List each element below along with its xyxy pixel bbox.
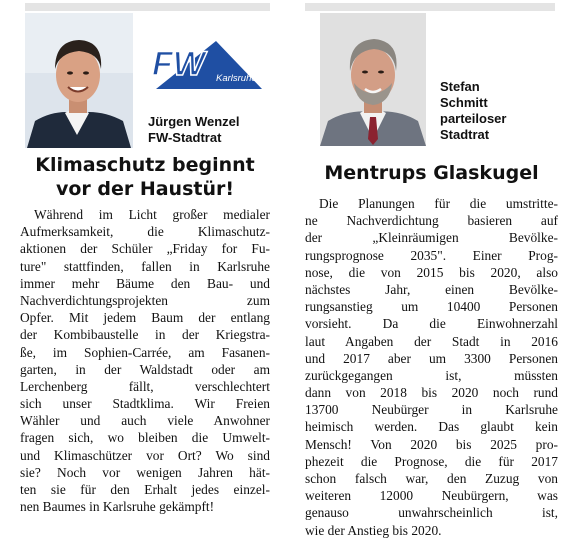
body-line: Opfer. Mit jedem Baum der entlang [20, 310, 270, 326]
body-line: vorsieht. Da die Einwohnerzahl [305, 316, 558, 332]
article-body [305, 195, 558, 539]
body-line: ne Nachverdichtung basieren auf [305, 213, 558, 229]
author-affiliation: parteiloser [440, 111, 507, 126]
author-byline [440, 79, 506, 143]
body-line: sie? Noch vor wenigen Jahren hät- [20, 464, 270, 480]
body-line: der Kombibaustelle in der Kriegstra- [20, 327, 270, 343]
body-line: Nachverdichtungsprojekten zum [20, 292, 270, 308]
body-line: und 2017 aber um 3300 Personen [305, 350, 558, 366]
freie-waehler-logo [150, 39, 265, 91]
body-line: Mensch! Von 2020 bis 2025 pro- [305, 436, 558, 452]
body-line: genauso unwahrscheinlich ist, [305, 505, 558, 521]
body-line: nose, die von 2015 bis 2020, also [305, 264, 558, 280]
author-byline [148, 114, 240, 145]
logo-letters: FW [152, 45, 205, 83]
article-headline: Mentrups Glaskugel [324, 162, 539, 184]
body-line: phezeit die Prognose, die für 2017 [305, 453, 558, 469]
body-line: rungsprognose 2035". Einer Prog- [305, 247, 558, 263]
portrait-photo [320, 13, 426, 146]
body-line: weiteren 12000 Neubürgern, was [305, 488, 558, 504]
body-line: Aufmerksamkeit, die Klimaschutz- [20, 224, 270, 240]
body-line: ten sie für den Erhalt jedes einzel- [20, 482, 270, 497]
body-line: Lerchenberg fällt, verschlechtert [20, 378, 270, 394]
body-line: Während im Licht großer medialer [34, 207, 270, 222]
logo-city: Karlsruhe [216, 73, 257, 84]
body-line: rungsanstieg um 10400 Personen [305, 299, 558, 315]
body-line: laut Angaben der Stadt in 2016 [305, 333, 558, 349]
body-line: ture" stattfinden, fallen in Karlsruhe [20, 258, 270, 274]
author-name: Jürgen Wenzel [148, 114, 240, 129]
body-line: ße, im Sophien-Carrée, am Fasanen- [20, 344, 270, 360]
author-role: Stadtrat [440, 127, 490, 142]
author-last-name: Schmitt [440, 95, 488, 110]
top-rule [305, 3, 555, 11]
author-first-name: Stefan [440, 79, 480, 94]
portrait-juergen-wenzel [25, 13, 133, 148]
body-line: heimisch werden. Das glaubt kein [305, 419, 558, 435]
body-line: aktionen der Schüler „Friday for Fu- [20, 241, 270, 257]
body-line: dann von 2018 bis 2020 noch rund [305, 385, 558, 401]
portrait-photo [25, 13, 133, 148]
body-line: sich unser Stadtklima. Wir Freien [20, 396, 270, 412]
portrait-stefan-schmitt [320, 13, 426, 146]
body-line: und Klimaschützer vor Ort? Wo sind [20, 447, 270, 463]
headline-line: Klimaschutz beginnt [35, 154, 255, 176]
body-line: garten, in der Waldstadt oder am [20, 361, 270, 377]
top-rule [25, 3, 270, 11]
body-line: 13700 Neubürger in Karlsruhe [305, 402, 558, 418]
body-line: nächstes Jahr, einen Bevölke- [305, 281, 558, 297]
body-line: Wähler und auch viele Anwohner [20, 413, 270, 429]
author-role: FW-Stadtrat [148, 129, 222, 145]
body-line: Die Planungen für die umstritte- [319, 196, 558, 211]
body-line: schon falsch war, den Zuzug von [305, 471, 558, 486]
body-line: wie der Anstieg bis 2020. [305, 522, 442, 538]
article-body [20, 206, 270, 515]
body-line: der „Kleinräumigen Bevölke- [305, 230, 558, 246]
body-line: immer mehr Bäume den Bau- und [20, 275, 270, 291]
article-headline [20, 153, 270, 201]
body-line: nen Baumes in Karlsruhe gekämpft! [20, 499, 215, 515]
headline-line: vor der Haustür! [55, 178, 235, 200]
body-line: zurückgegangen ist, müssten [305, 367, 558, 383]
body-line: fragen sich, wo bleiben die Umwelt- [20, 430, 270, 446]
